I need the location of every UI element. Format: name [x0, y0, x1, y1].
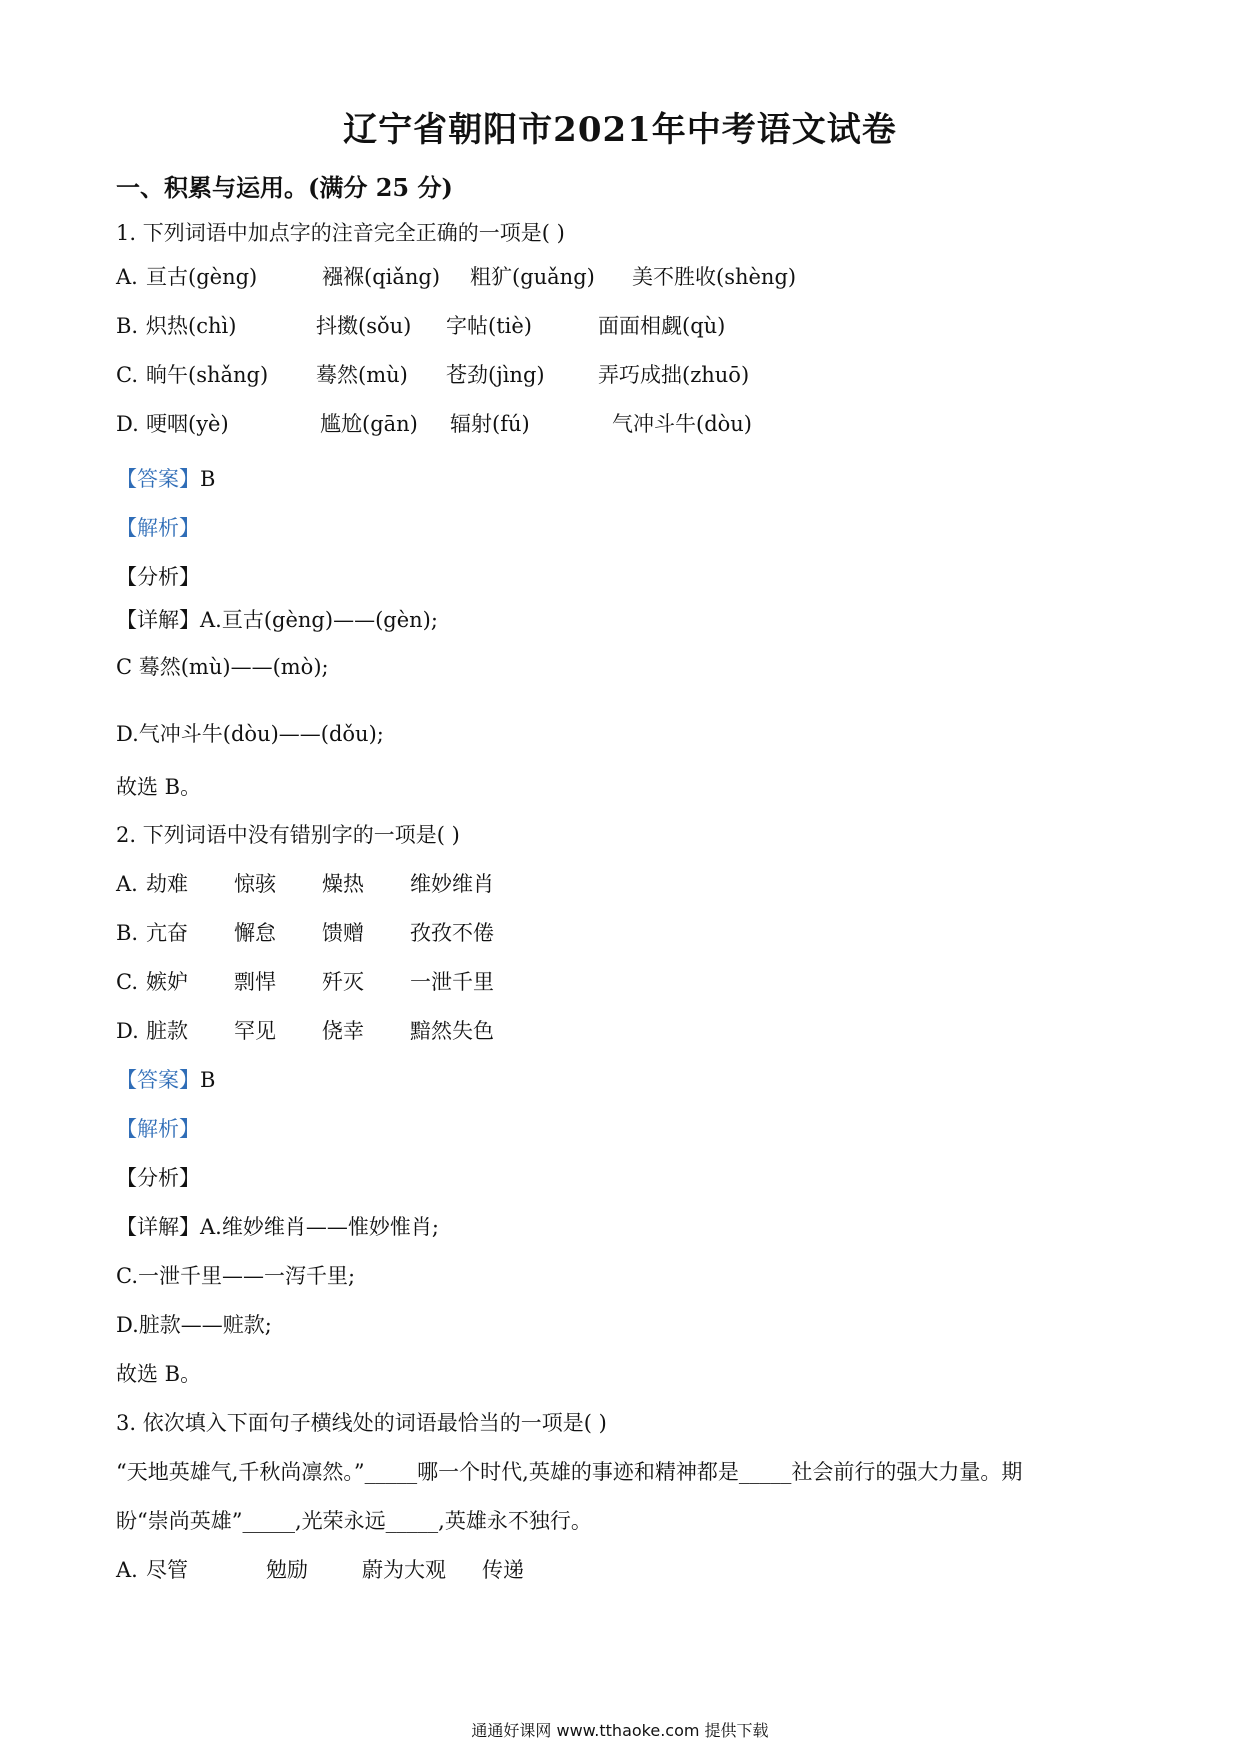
detail-text: A.亘古(gèng)——(gèn);	[200, 608, 438, 632]
option-item: 抖擞(sǒu)	[316, 314, 412, 338]
question-3-stem: 3. 依次填入下面句子横线处的词语最恰当的一项是( )	[116, 1411, 607, 1435]
option-label: D.	[116, 412, 139, 436]
option-item: 字帖(tiè)	[446, 314, 532, 338]
option-item: 蓦然(mù)	[316, 363, 408, 387]
question-2-detail-d: D.脏款——赃款;	[116, 1313, 272, 1337]
option-item: 孜孜不倦	[410, 921, 494, 945]
option-label: D.	[116, 1019, 139, 1043]
option-item: 歼灭	[322, 970, 364, 994]
option-item: 尴尬(gān)	[320, 412, 418, 436]
answer-tag: 【答案】	[116, 1068, 200, 1092]
question-1-analysis-tag: 【解析】	[116, 516, 200, 540]
option-item: 劫难	[146, 872, 188, 896]
option-item: 美不胜收(shèng)	[632, 265, 797, 289]
option-item: 侥幸	[322, 1019, 364, 1043]
option-item: 一泄千里	[410, 970, 494, 994]
option-item: 燥热	[322, 872, 364, 896]
question-2-conclusion: 故选 B。	[116, 1362, 202, 1386]
option-item: 惊骇	[234, 872, 276, 896]
question-2-detail-c: C.一泄千里——一泻千里;	[116, 1264, 356, 1288]
option-item: 辐射(fú)	[450, 412, 530, 436]
detail-tag: 【详解】	[116, 1215, 200, 1239]
option-item: 尽管	[146, 1558, 188, 1582]
option-item: 蔚为大观	[362, 1558, 446, 1582]
option-label: C.	[116, 970, 138, 994]
option-item: 襁褓(qiǎng)	[322, 265, 441, 289]
option-item: 黯然失色	[410, 1019, 494, 1043]
option-item: 脏款	[146, 1019, 188, 1043]
answer-value: B	[200, 1068, 216, 1092]
option-item: 剽悍	[234, 970, 276, 994]
question-1-detail-d: D.气冲斗牛(dòu)——(dǒu);	[116, 722, 384, 746]
question-1-answer	[116, 464, 215, 494]
option-item: 罕见	[234, 1019, 276, 1043]
question-1-fenxi: 【分析】	[116, 565, 200, 589]
option-item: 气冲斗牛(dòu)	[612, 412, 752, 436]
page-title: 辽宁省朝阳市2021年中考语文试卷	[343, 110, 897, 150]
option-item: 亢奋	[146, 921, 188, 945]
option-label: A.	[116, 1558, 138, 1582]
option-label: A.	[116, 872, 138, 896]
option-item: 面面相觑(qù)	[598, 314, 726, 338]
question-2-stem: 2. 下列词语中没有错别字的一项是( )	[116, 823, 460, 847]
question-3-paragraph-1: “天地英雄气,千秋尚凛然。”_____哪一个时代,英雄的事迹和精神都是_____社会前行的强大力量。期	[116, 1460, 1023, 1484]
question-2-answer	[116, 1065, 215, 1095]
section-heading: 一、积累与运用。(满分 25 分)	[116, 173, 453, 202]
option-item: 苍劲(jìng)	[446, 363, 545, 387]
option-item: 维妙维肖	[410, 872, 494, 896]
question-2-analysis-tag: 【解析】	[116, 1117, 200, 1141]
question-2-detail-a	[116, 1212, 439, 1242]
option-label: B.	[116, 314, 139, 338]
option-item: 传递	[482, 1558, 524, 1582]
option-item: 晌午(shǎng)	[146, 363, 269, 387]
question-2-fenxi: 【分析】	[116, 1166, 200, 1190]
option-item: 弄巧成拙(zhuō)	[598, 363, 750, 387]
answer-value: B	[200, 467, 216, 491]
detail-text: A.维妙维肖——惟妙惟肖;	[200, 1215, 439, 1239]
question-1-detail-c: C 蓦然(mù)——(mò);	[116, 655, 329, 679]
question-1-stem: 1. 下列词语中加点字的注音完全正确的一项是( )	[116, 221, 565, 245]
option-label: A.	[116, 265, 138, 289]
question-3-paragraph-2: 盼“崇尚英雄”_____,光荣永远_____,英雄永不独行。	[116, 1509, 592, 1533]
option-label: C.	[116, 363, 138, 387]
option-item: 馈赠	[322, 921, 364, 945]
option-item: 亘古(gèng)	[146, 265, 258, 289]
option-item: 哽咽(yè)	[146, 412, 229, 436]
option-item: 勉励	[266, 1558, 308, 1582]
option-item: 嫉妒	[146, 970, 188, 994]
option-item: 粗犷(guǎng)	[470, 265, 595, 289]
question-1-conclusion: 故选 B。	[116, 775, 202, 799]
question-1-detail-a	[116, 605, 438, 635]
option-item: 懈怠	[234, 921, 276, 945]
page-footer: 通通好课网 www.tthaoke.com 提供下载	[471, 1721, 769, 1740]
answer-tag: 【答案】	[116, 467, 200, 491]
option-item: 炽热(chì)	[146, 314, 237, 338]
option-label: B.	[116, 921, 139, 945]
detail-tag: 【详解】	[116, 608, 200, 632]
